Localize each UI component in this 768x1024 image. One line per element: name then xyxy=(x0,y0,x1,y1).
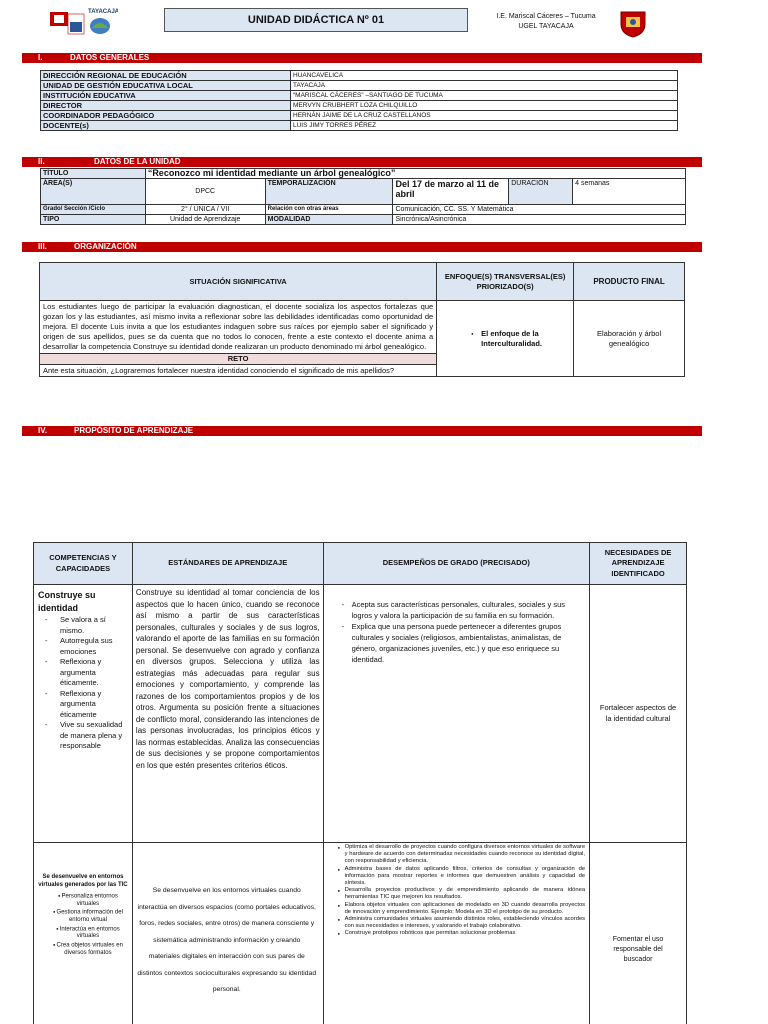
section-number: IV. xyxy=(38,426,48,435)
unit-label: TÍTULO xyxy=(41,169,146,179)
performance-item: - Explica que una persona puede pertenecer a diferentes grupos culturales y sociales (religiosos, ambientalistas, animalistas, de género, organizaciones juveniles, etc.) y que eso enriquece su identidad. xyxy=(342,621,586,665)
school-info xyxy=(486,12,606,32)
general-value: “MARISCAL CÁCERES” –SANTIAGO DE TUCUMA xyxy=(291,91,678,101)
general-value: TAYACAJA xyxy=(291,81,678,91)
unit-title: UNIDAD DIDÁCTICA Nº 01 xyxy=(247,14,385,26)
section-bar-purpose xyxy=(22,426,702,436)
capacity-item: ● Personaliza entornos virtuales xyxy=(48,892,128,908)
logo-text: TAYACAJA xyxy=(88,9,118,15)
performance-item: - Acepta sus características personales, culturales, sociales y sus logros y valora la participación de su familia en su formación. xyxy=(342,599,586,621)
situation-text: Los estudiantes luego de participar la evaluación diagnostican, el docente socializa los aspectos fortalezas que gozan los y las estudiantes, así mismo invita a reflexionar sobre las debilidades identificadas como oportunidad de mejora. El docente Luis invita a que los estudiantes indaguen sobre sus raíces por ejemplo saber el significado y origen de sus apellidos, pues se da cuenta que no todos lo conocen, frente a este contexto el docente anima a desarrollar la competencia Construye su identidad donde realizaran un producto denominado mi árbol genealógico. xyxy=(40,301,437,354)
related-areas-value: Comunicación, CC. SS. Y Matemática xyxy=(393,205,686,215)
section-title: PROPÓSITO DE APRENDIZAJE xyxy=(74,426,194,435)
grade-value: 2° / ÚNICA / VII xyxy=(145,205,265,215)
unit-label: Grado/ Sección /Ciclo xyxy=(41,205,146,215)
competence-title: Construye su identidad xyxy=(38,590,96,613)
table-row xyxy=(41,81,678,91)
capacity-item: ● Crea objetos virtuales en diversos formatos xyxy=(48,941,128,957)
capacity-item: - Autorregula sus emociones xyxy=(48,636,128,657)
section-number: II. xyxy=(38,157,45,166)
section-number: I. xyxy=(38,53,43,62)
unit-data-table xyxy=(40,168,686,225)
capacity-item: - Se valora a sí mismo. xyxy=(48,615,128,636)
modality-value: Sincrónica/Asincrónica xyxy=(393,215,686,225)
performance-cell xyxy=(323,585,590,843)
section-title: ORGANIZACIÓN xyxy=(74,242,137,251)
table-row xyxy=(41,71,678,81)
unit-label: TEMPORALIZACIÓN xyxy=(265,179,393,205)
performance-item: ● Construye prototipos robóticos que permitan solucionar problemas xyxy=(340,930,586,937)
table-row xyxy=(34,543,687,585)
unit-title-box xyxy=(164,8,468,32)
general-value: HUANCAVELICA xyxy=(291,71,678,81)
enfoque-cell xyxy=(437,301,574,377)
purpose-table xyxy=(33,542,687,1024)
col-header: DESEMPEÑOS DE GRADO (PRECISADO) xyxy=(323,543,590,585)
need-text: Fortalecer aspectos de la identidad cultural xyxy=(590,585,687,843)
ugel-name: UGEL TAYACAJA xyxy=(518,23,574,30)
temp-value: Del 17 de marzo al 11 de abril xyxy=(393,179,509,205)
general-data-table xyxy=(40,70,678,131)
standard-text: Construye su identidad al tomar conciencia de los aspectos que lo hacen único, cuando se reconoce así mismo a partir de sus características personales, culturales y sociales y de sus logros, valorando el aporte de las familias en su formación personal. Se desenvuelve con agrado y confianza en diversos grupos. Selecciona y utiliza las estrategias más adecuadas para regular sus emociones y comportamiento, y comprende las razones de los comportamientos propios y de los otros. Argumenta su posición frente a situaciones de conflicto moral, considerando las intenciones de las personas involucradas, los principios éticos y las normas establecidas. Analiza las consecuencias de sus decisiones y se propone comportamientos en los que estén presentes criterios éticos. xyxy=(132,585,323,843)
section-bar-general xyxy=(22,53,702,63)
competence-cell xyxy=(34,585,133,843)
general-label: COORDINADOR PEDAGÓGICO xyxy=(41,111,291,121)
reto-label: RETO xyxy=(40,354,437,365)
school-shield-logo xyxy=(618,8,648,38)
duration-value: 4 semanas xyxy=(573,179,686,205)
unit-label: TIPO xyxy=(41,215,146,225)
general-value: MERVYN CRUBHERT LOZA CHILQUILLO xyxy=(291,101,678,111)
type-value: Unidad de Aprendizaje xyxy=(145,215,265,225)
area-value: DPCC xyxy=(145,179,265,205)
table-row xyxy=(34,843,687,1024)
section-title: DATOS DE LA UNIDAD xyxy=(94,157,181,166)
organization-table xyxy=(39,262,685,377)
performance-item: ● Desarrolla proyectos productivos y de emprendimiento aplicando de manera idónea herramientas TIC que mejoren los resultados. xyxy=(340,887,586,901)
unit-label: ÁREA(S) xyxy=(41,179,146,205)
table-row xyxy=(41,179,686,205)
table-row xyxy=(40,301,685,354)
need-text: Fomentar el uso responsable del buscador xyxy=(590,843,687,1024)
table-row xyxy=(41,121,678,131)
col-header: ENFOQUE(S) TRANSVERSAL(ES) PRIORIZADO(S) xyxy=(437,263,574,301)
school-name: I.E. Mariscal Cáceres – Tucuma xyxy=(496,13,596,20)
table-row xyxy=(41,169,686,179)
capacity-item: ● Gestiona información del entorno virtual xyxy=(48,908,128,924)
performance-item: ● Administra bases de datos aplicando filtros, criterios de consultas y organización de información para mostrar reportes e informes que demuestren análisis y capacidad de síntesis. xyxy=(340,866,586,888)
competence-cell xyxy=(34,843,133,1024)
col-header: COMPETENCIAS Y CAPACIDADES xyxy=(34,543,133,585)
table-row xyxy=(41,215,686,225)
general-label: INSTITUCIÓN EDUCATIVA xyxy=(41,91,291,101)
capacity-item: - Vive su sexualidad de manera plena y responsable xyxy=(48,720,128,752)
product-text: Elaboración y árbol genealógico xyxy=(574,301,685,377)
col-header: NECESIDADES DE APRENDIZAJE IDENTIFICADO xyxy=(590,543,687,585)
table-row xyxy=(41,101,678,111)
table-row xyxy=(41,205,686,215)
col-header: SITUACIÓN SIGNIFICATIVA xyxy=(40,263,437,301)
capacity-item: - Reflexiona y argumenta éticamente xyxy=(48,689,128,721)
reto-text: Ante esta situación, ¿Lograremos fortalecer nuestra identidad conociendo el significado de mis apellidos? xyxy=(40,365,437,377)
general-label: UNIDAD DE GESTIÓN EDUCATIVA LOCAL xyxy=(41,81,291,91)
capacity-item: ● Interactúa en entornos virtuales xyxy=(48,925,128,941)
section-title: DATOS GENERALES xyxy=(70,53,150,62)
section-bar-organization xyxy=(22,242,702,252)
tayacaja-logo xyxy=(48,6,118,38)
general-label: DOCENTE(s) xyxy=(41,121,291,131)
performance-cell xyxy=(323,843,590,1024)
table-row xyxy=(41,111,678,121)
general-value: LUIS JIMY TORRES PÉREZ xyxy=(291,121,678,131)
unit-label: DURACIÓN xyxy=(509,179,573,205)
unit-label: MODALIDAD xyxy=(265,215,393,225)
competence-title: Se desenvuelve en entornos virtuales generados por las TIC xyxy=(38,874,128,888)
section-bar-unit xyxy=(22,157,702,167)
enfoque-item: ● El enfoque de la Interculturalidad. xyxy=(473,329,565,349)
capacity-item: - Reflexiona y argumenta éticamente. xyxy=(48,657,128,689)
performance-item: ● Elabora objetos virtuales con aplicaciones de modelado en 3D cuando desarrolla proyectos de innovación y emprendimiento. Ejemplo: Modela en 3D el prototipo de su producto. xyxy=(340,902,586,916)
general-value: HERNÁN JAIME DE LA CRUZ CASTELLANOS xyxy=(291,111,678,121)
performance-item: ● Optimiza el desarrollo de proyectos cuando configura diversos entornos virtuales de software y hardware de acuerdo con determinadas necesidades cuando reconoce su identidad digital, con responsabilidad y eficiencia. xyxy=(340,844,586,866)
section-number: III. xyxy=(38,242,47,251)
col-header: PRODUCTO FINAL xyxy=(574,263,685,301)
table-row xyxy=(41,91,678,101)
unit-title-value: “Reconozco mi identidad mediante un árbol genealógico” xyxy=(145,169,685,179)
unit-label: Relación con otras áreas xyxy=(265,205,393,215)
performance-item: ● Administra comunidades virtuales asumiendo distintos roles, estableciendo vínculos acordes con sus necesidades e intereses, y valorando el trabajo colaborativo. xyxy=(340,916,586,930)
general-label: DIRECCIÓN REGIONAL DE EDUCACIÓN xyxy=(41,71,291,81)
general-label: DIRECTOR xyxy=(41,101,291,111)
col-header: ESTÁNDARES DE APRENDIZAJE xyxy=(132,543,323,585)
table-row xyxy=(40,263,685,301)
standard-text: Se desenvuelve en los entornos virtuales cuando interactúa en diversos espacios (como portales educativos, foros, redes sociales, entre otros) de manera consciente y sistemática administrando información y creando materiales digitales en interacción con sus pares de distintos contextos socioculturales expresando su identidad personal. xyxy=(132,843,323,1024)
table-row xyxy=(34,585,687,843)
